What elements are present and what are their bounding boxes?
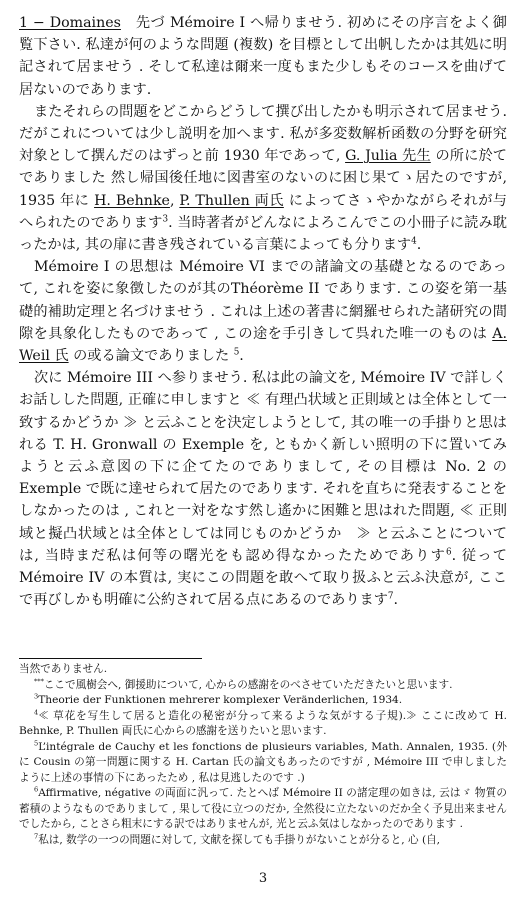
name-behnke: H. Behnke: [94, 192, 170, 209]
paragraph-text: .: [239, 348, 244, 365]
paragraph-problem-origin: [19, 101, 507, 256]
page-number: 3: [258, 871, 268, 886]
footnote-mark: ***: [34, 676, 44, 685]
name-weil: A. Weil 氏: [19, 325, 507, 365]
footnote-text: Affirmative, négative の両面に汎って. たとへば Mémoire II の諸定理の如きは, 云はゞ 物質の蓄積のようなものでありまして , 果して役に立つのだか, 全然役に立たないのだか全く予見出来ませんでしたから, ことさら粗末にする訳ではありませんが, 光と云ふ気はしなかったのであります .: [19, 787, 507, 830]
footnote-mark: 7: [34, 831, 39, 840]
footnote-mark: 3: [34, 692, 39, 701]
footnote-6: [19, 786, 507, 833]
footnote-rule: [19, 658, 202, 659]
footnote-3: [19, 693, 507, 709]
paragraph-text: . 当時著者がどんなによろこんでこの小冊子に読み耽ったかは, 其の扉に書き残されている言葉によっても分ります: [19, 214, 507, 254]
footnote-ack: [19, 678, 507, 694]
paragraph-text: .: [393, 592, 399, 609]
footnote-text: 私は, 数学の一つの問題に対して, 文献を探しても手掛りがないことが分ると, 心 (自,: [38, 833, 441, 846]
footnote-text: ここで風樹会へ, 御援助について, 心からの感謝をのべさせていただきたいと思います.: [43, 678, 453, 691]
paragraph-text: .: [416, 237, 422, 254]
footnote-ref-3: 3: [162, 214, 169, 225]
footnote-text: L’intégrale de Cauchy et les fonctions de plusieurs variables, Math. Annalen, 1935. (外に Cousin の第一問題に関する H. Cartan 氏の論文もあったのですが , Mémoire III で申しましたように上述の事情の下にあったため , 私は見逃したのです .): [19, 740, 507, 784]
footnote-ref-4: 4: [411, 236, 417, 247]
footnote-4: [19, 709, 507, 740]
footnote-ref-6: 6: [446, 547, 452, 558]
footnote-mark: 5: [34, 738, 39, 747]
footnote-ref-7: 7: [387, 591, 394, 602]
paragraph-text: 次に Mémoire III へ参りませう. 私は此の論文を, Mémoire IV で詳しくお話しした問題, 正確に申しますと ≪ 有理凸状域と正則域とは全体として一致するかどうか ≫ と云ふことを決定しようとして, 其の唯一の手掛りと思はれる T. H. Gronwall の Exemple を, ともかく新しい照明の下に置いてみようと云ふ意図の下に企てたのでありまして, その目標は No. 2 の Exemple で既に達せられて居たのであります. それを直ちに発表することをしなかったのは , これと一対をなす然し遙かに困難と思はれた問題, ≪ 正則域と擬凸状域とは全体としては同じものかどうか ≫ と云ふことについては, 当時まだ私は何等の曙光をも認め得なかったためでありす: [19, 370, 507, 564]
footnote-mark: 4: [34, 707, 39, 716]
footnote-mark: 6: [34, 785, 39, 794]
footnote-text: 当然でありません.: [19, 663, 108, 675]
paragraph-memoire-i: [19, 256, 507, 367]
footnote-continued: [19, 662, 507, 678]
paragraph-text: Mémoire I の思想は Mémoire VI までの諸論文の基礎となるのであって, これを姿に象徴したのが其のThéorème II であります. この姿を第一基礎的補助定理と名づけませう . これは上述の著書に網羅せられた諸研究の間隙を具象化したものであって , この途を手引きして呉れた唯一のものは: [19, 259, 507, 342]
main-text: [19, 12, 507, 611]
paragraph-text: またそれらの問題をどこからどうして撰び出したかも明示されて居ませう. だがこれについては少し説明を加へます. 私が多変数解析函数の分野を研究対象として撰んだのはずっと前 1930 年であって,: [19, 103, 507, 165]
paragraph-text: の所に於てでありました 然し帰国後任地に図書室のないのに困じ果てゝ居たのですが, 1935 年に: [19, 148, 507, 209]
paragraph-domaines: [19, 12, 507, 101]
paragraph-text: によってさゝやかながらそれが与へられたのであります: [19, 192, 507, 231]
footnotes: [19, 662, 507, 848]
footnote-5: [19, 740, 507, 787]
footnote-ref-5: 5: [233, 347, 240, 358]
footnote-text: ≪ 草花を写生して居ると造化の秘密が分って来るような気がする子規).≫ ここに改めて H. Behnke, P. Thullen 両氏に心からの感謝を送りたいと思います.: [19, 709, 507, 737]
paragraph-text: . 従って Mémoire IV の本質は, 実にこの問題を敢へて取り扱ふと云ふ決意が, ここで再びしかも明確に公約されて居る点にあるのであります: [19, 547, 507, 609]
paragraph-memoire-iii: [19, 367, 507, 611]
name-thullen: P. Thullen 両氏: [179, 192, 284, 209]
paragraph-text: の或る論文でありました: [68, 348, 234, 365]
paragraph-text: 先づ Mémoire I へ帰りませう. 初めにその序言をよく御覧下さい. 私達が何のような問題 (複数) を目標として出帆したかは其処に明記されて居ませう . そして私達は爾来一度もまた少しもそのコースを曲げて居ないのであります.: [19, 15, 507, 98]
name-julia: G. Julia 先生: [345, 148, 431, 165]
footnote-text: Theorie der Funktionen mehrerer komplexer Veränderlichen, 1934.: [38, 694, 403, 706]
section-label: 1 − Domaines: [19, 15, 121, 31]
paragraph-text: ,: [169, 192, 180, 209]
footnote-7: [19, 833, 507, 849]
